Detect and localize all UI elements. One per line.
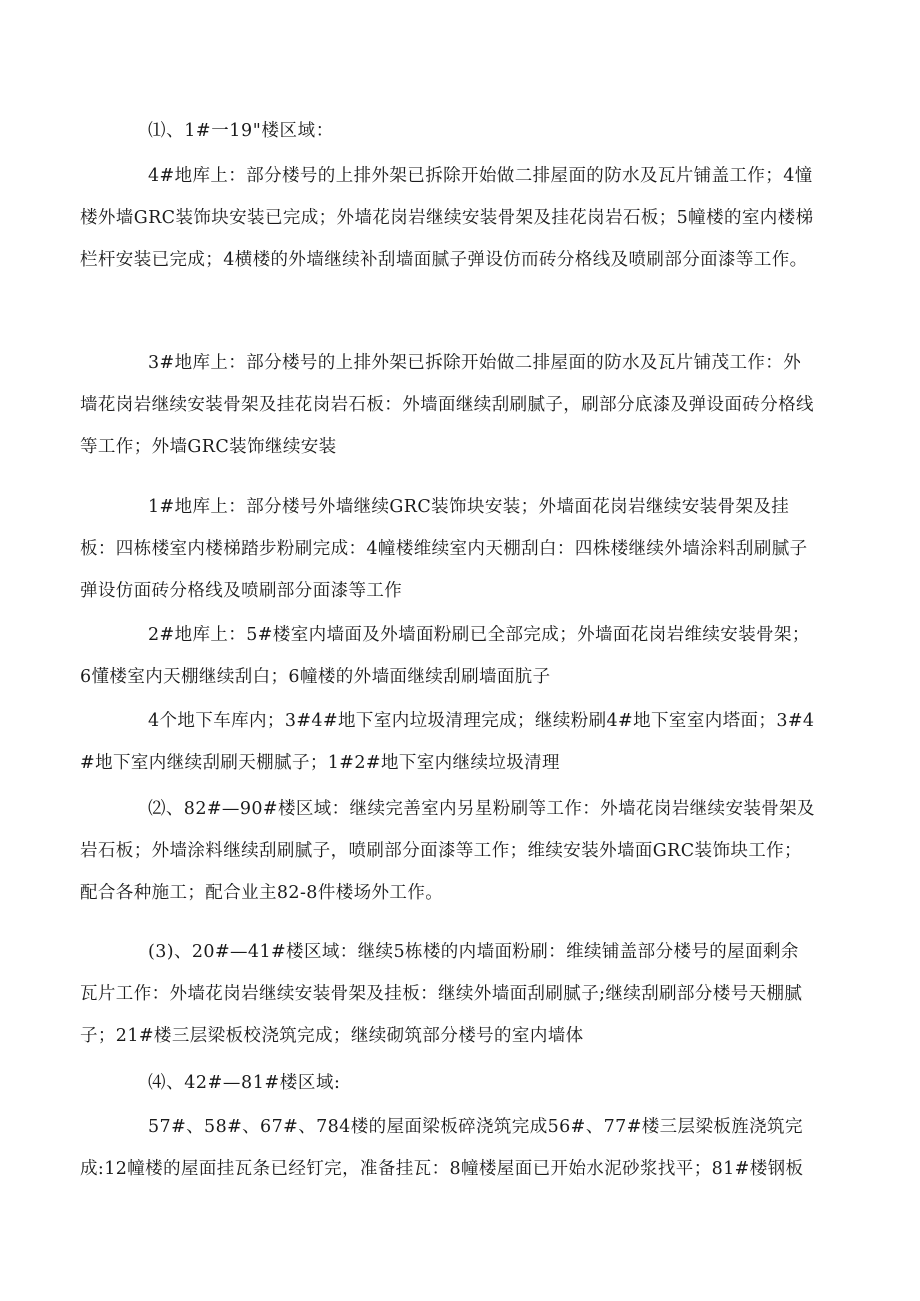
paragraph-garage-4: 4#地库上：部分楼号的上排外架已拆除开始做二排屋面的防水及瓦片铺盖工作；4憧楼外墙GRC装饰块安装已完成；外墙花岗岩继续安装骨架及挂花岗岩石板；5幢楼的室内楼梯栏杆安装已完成；4横楼的外墙继续补刮墙面腻子弹设仿而砖分格线及喷刷部分面漆等工作。 xyxy=(80,166,814,270)
paragraph-garage-2: 2#地库上：5#楼室内墙面及外墙面粉刷已全部完成；外墙面花岗岩维续安装骨架；6懂楼室内天棚继续刮白；6幢楼的外墙面继续刮刷墙面肮子 xyxy=(80,625,810,687)
paragraph-garage-3: 3#地库上：部分楼号的上排外架已拆除开始做二排屋面的防水及瓦片铺茂工作：外墙花岗岩继续安装骨架及挂花岗岩石板：外墙面继续刮刷腻子，刷部分底漆及弹设面砖分格线等工作；外墙GRC装饰继续安装 xyxy=(80,353,814,457)
section-20-41: (3)、20#—41#楼区域：继续5栋楼的内墙面粉刷：维续铺盖部分楼号的屋面剩余瓦片工作：外墙花岗岩继续安装骨架及挂板：继续外墙面刮刷腻子;继续刮刷部分楼号天棚腻子；21#楼三层梁板校浇筑完成；继续砌筑部分楼号的室内墙体 xyxy=(80,942,803,1046)
section-heading-1-19: ⑴、1#一19"楼区域： xyxy=(148,121,334,141)
paragraph-underground-garages: 4个地下车库内；3#4#地下室内垃圾清理完成；继续粉刷4#地下室室内塔面；3#4#地下室内继续刮刷天棚腻子；1#2#地下室内继续垃圾清理 xyxy=(80,711,815,773)
section-heading-42-81: ⑷、42#—81#楼区域: xyxy=(148,1073,341,1093)
paragraph-42-81-progress: 57#、58#、67#、784楼的屋面梁板碎浇筑完成56#、77#楼三层梁板旌浇筑完成:12幢楼的屋面挂瓦条已经钉完，准备挂瓦：8幢楼屋面已开始水泥砂浆找平；81#楼钢板 xyxy=(80,1117,804,1179)
paragraph-garage-1: 1#地库上：部分楼号外墙继续GRC装饰块安装；外墙面花岗岩继续安装骨架及挂板：四栋楼室内楼梯踏步粉刷完成：4幢楼维续室内天棚刮白：四株楼继续外墙涂料刮刷腻子弹设仿面砖分格线及喷刷部分面漆等工作 xyxy=(80,497,808,601)
section-82-90: ⑵、82#—90#楼区域：继续完善室内另星粉刷等工作：外墙花岗岩继续安装骨架及岩石板；外墙涂料继续刮刷腻子，喷刷部分面漆等工作；维续安装外墙面GRC装饰块工作；配合各种施工；配合业主82-8件楼场外工作。 xyxy=(80,799,815,903)
